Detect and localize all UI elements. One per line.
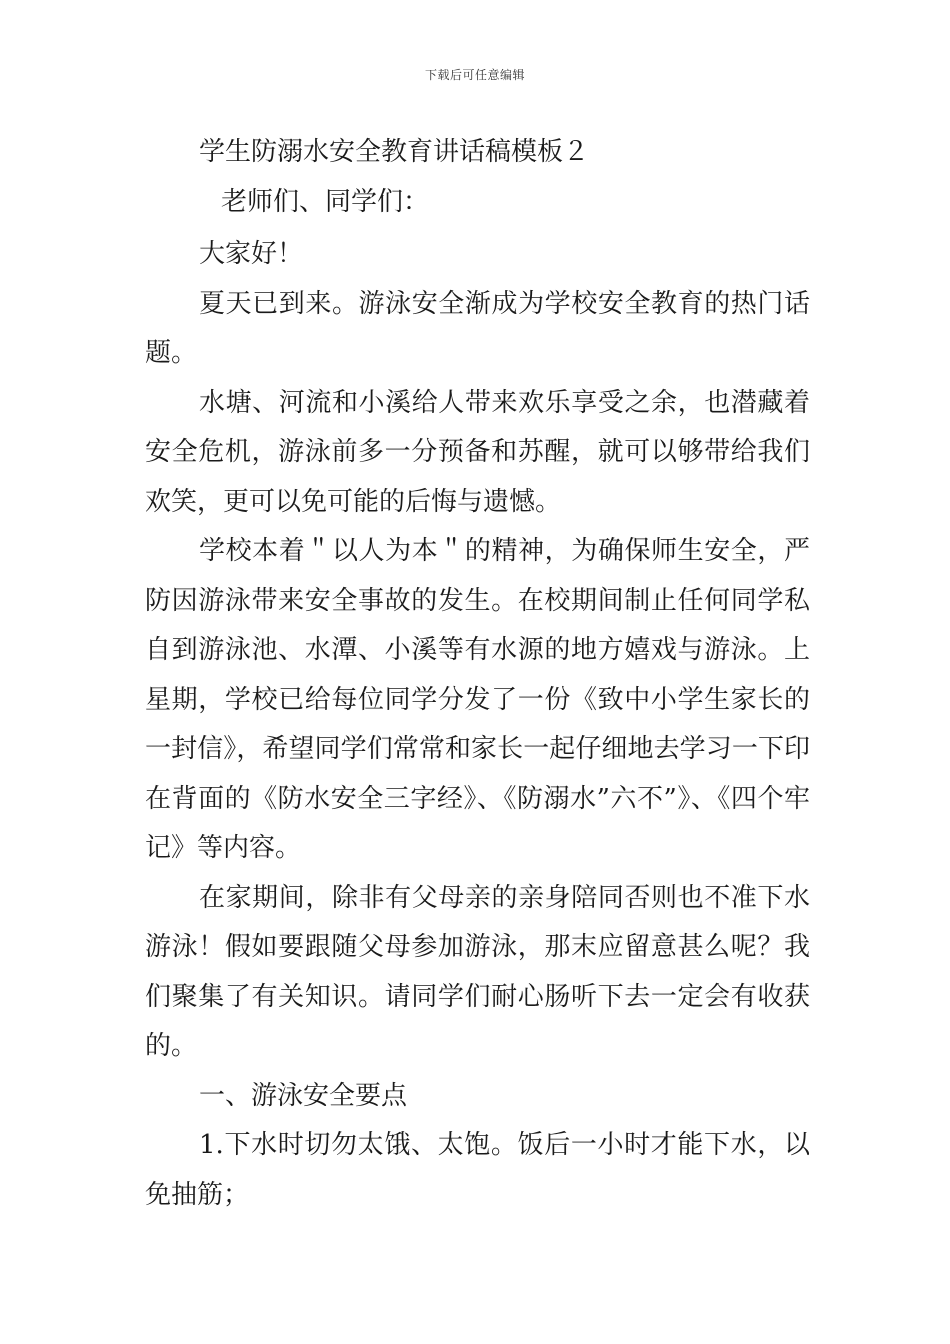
paragraph: 夏天已到来。游泳安全渐成为学校安全教育的热门话题。 — [145, 288, 810, 368]
list-item: 1.下水时切勿太饿、太饱。饭后一小时才能下水，以免抽筋； — [145, 1130, 810, 1210]
greeting: 大家好！ — [199, 239, 304, 269]
document-title: 学生防溺水安全教育讲话稿模板２ — [199, 137, 590, 167]
section-heading: 一、游泳安全要点 — [199, 1080, 408, 1111]
salutation: 老师们、同学们： — [221, 187, 430, 217]
paragraph: 学校本着＂以人为本＂的精神，为确保师生安全，严防因游泳带来安全事故的发生。在校期间制止任何同学私自到游泳池、水潭、小溪等有水源的地方嬉戏与游泳。上星期，学校已给每位同学分发了一份《致中小学生家长的一封信》，希望同学们常常和家长一起仔细地去学习一下印在背面的《防水安全三字经》、《防溺水”六不”》、《四个牢记》等内容。 — [145, 536, 810, 863]
paragraph: 在家期间，除非有父母亲的亲身陪同否则也不准下水游泳！假如要跟随父母参加游泳，那末应留意甚么呢？我们聚集了有关知识。请同学们耐心肠听下去一定会有收获的。 — [145, 882, 810, 1061]
header-note: 下载后可任意编辑 — [424, 68, 525, 82]
document-body — [145, 128, 810, 1220]
paragraph: 水塘、河流和小溪给人带来欢乐享受之余，也潜藏着安全危机，游泳前多一分预备和苏醒，就可以够带给我们欢笑，更可以免可能的后悔与遗憾。 — [145, 387, 810, 517]
